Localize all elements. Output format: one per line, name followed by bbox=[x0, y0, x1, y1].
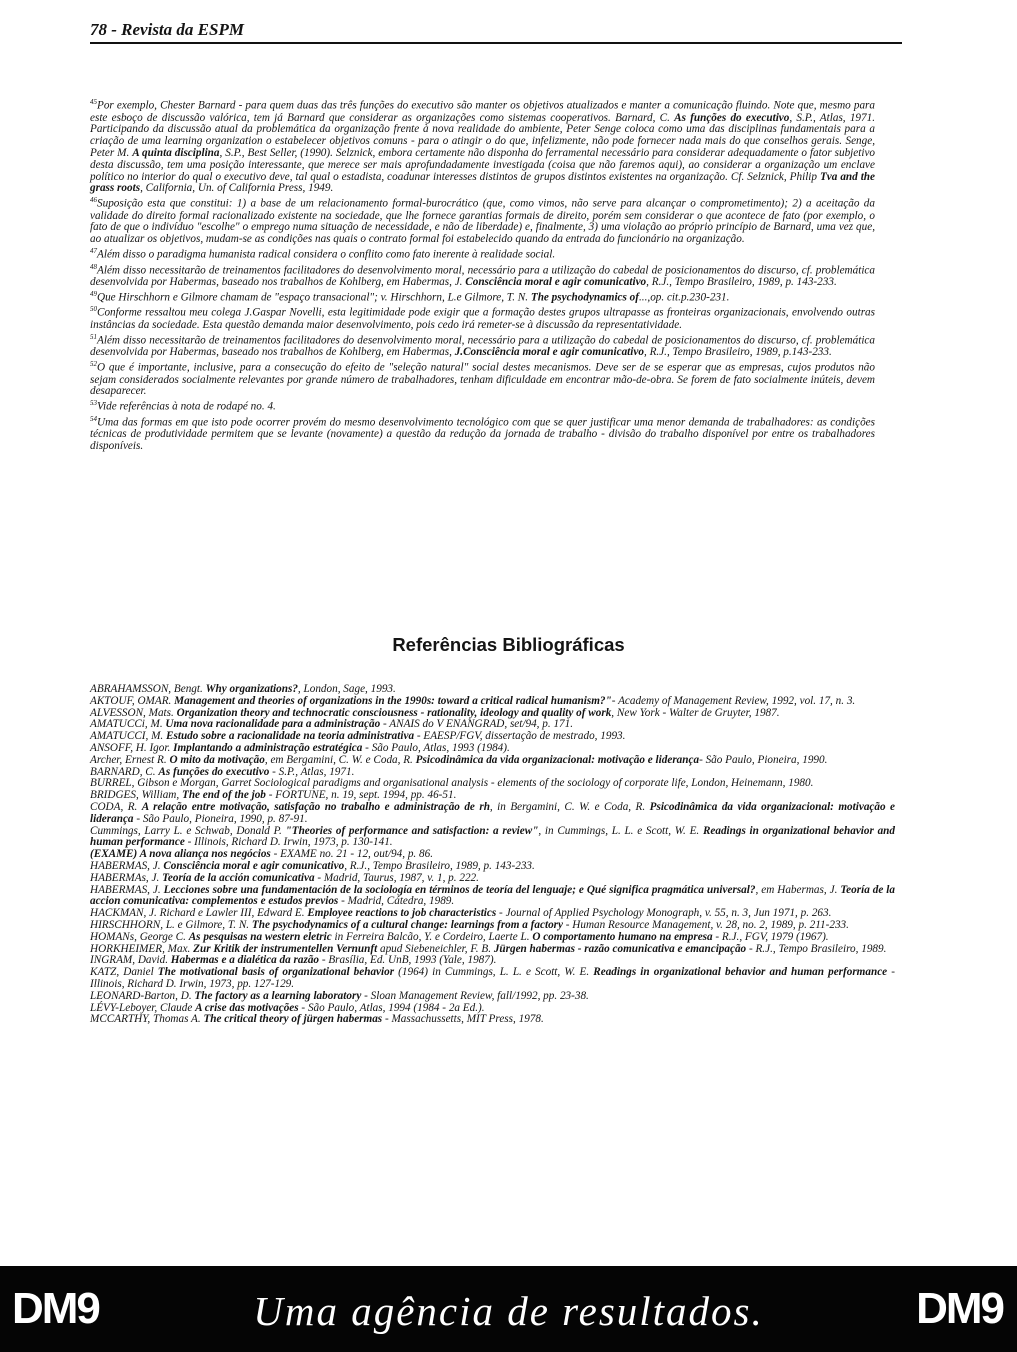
reference-entry: HACKMAN, J. Richard e Lawler III, Edward E. Employee reactions to job characteristics - Journal of Applied Psychology Monograph, v. 55, n. 3, Jun 1971, p. 263. bbox=[90, 907, 832, 920]
brand-logo-right: DM9 bbox=[916, 1284, 1003, 1333]
footnote: $^{50}$Conforme ressaltou meu colega J.Gaspar Novelli, esta legitimidade pode exigir que a formação destes grupos ultrapasse as fronteiras organizacionais, envolvendo outras instâncias da sociedade. Esta questão demanda maior desenvolvimento, pois cedo irá remeter-se à discussão da representatividade. bbox=[90, 305, 875, 331]
reference-entry: AMATUCCi, M. Uma nova racionalidade para a administração - ANAIS do V ENANGRAD, set/94, p. 171. bbox=[90, 718, 574, 731]
footnote: $^{49}$Que Hirschhorn e Gilmore chamam de "espaço transacional"; v. Hirschhorn, L.e Gilmore, T. N. The psychodynamics of...,op. cit.p.230-231. bbox=[90, 289, 730, 304]
reference-entry: BARNARD, C. As funções do executivo - S.P., Atlas, 1971. bbox=[90, 765, 355, 778]
banner-slogan: Uma agência de resultados. bbox=[253, 1288, 764, 1334]
advertisement-banner bbox=[0, 1266, 1017, 1352]
footnote: $^{52}$O que é importante, inclusive, para a consecução do efeito de "seleção natural" social destes mecanismos. Deve ser de se esperar que as empresas, cujos produtos não sejam considerados socialmente relevantes por grande número de trabalhadores, tenham dificuldade em encontrar mão-de-obra. Se forem de fato socialmente inúteis, devem desaparecer. bbox=[90, 360, 875, 398]
reference-entry: KATZ, Daniel The motivational basis of organizational behavior (1964) in Cummings, L. L. e Scott, W. E. Readings in organizational behavior and human performance - Illinois, Richard D. Irwin, 1973, pp. 127-129. bbox=[90, 966, 895, 990]
reference-entry: HOMANs, George C. As pesquisas na western eletric in Ferreira Balcão, Y. e Cordeiro, Laerte L. O comportamento humano na empresa - R.J., FGV, 1979 (1967). bbox=[90, 930, 829, 943]
footnote: $^{51}$Além disso necessitarão de treinamentos facilitadores do desenvolvimento moral, necessário para a utilização do cabedal de posicionamentos do discurso, cf. problemática desenvolvida por Habermas, baseado nos trabalhos de Kohlberg, em Habermas, J.Consciência moral e agir comunicativo, R.J., Tempo Brasileiro, 1989, p.143-233. bbox=[90, 332, 875, 359]
running-header: 78 - Revista da ESPM bbox=[90, 20, 244, 39]
page-header bbox=[90, 20, 902, 44]
reference-entry: HORKHEIMER, Max. Zur Kritik der instrumentellen Vernunft apud Siebeneichler, F. B. Jürgen habermas - razão comunicativa e emancipação - R.J., Tempo Brasileiro, 1989. bbox=[90, 942, 887, 955]
references-list bbox=[90, 684, 895, 1026]
reference-entry: LEONARD-Barton, D. The factory as a learning laboratory - Sloan Management Review, fall/1992, pp. 23-38. bbox=[90, 989, 589, 1002]
reference-entry: HIRSCHHORN, L. e Gilmore, T. N. The psychodynamics of a cultural change: learnings from a factory - Human Resource Management, v. 28, no. 2, 1989, p. 211-233. bbox=[90, 918, 849, 931]
footnote: $^{48}$Além disso necessitarão de treinamentos facilitadores do desenvolvimento moral, necessário para a utilização do cabedal de posicionamentos do discurso, cf. problemática desenvolvida por Habermas, baseado nos trabalhos de Kohlberg, em Habermas, J. Consciência moral e agir comunicativo, R.J., Tempo Brasileiro, 1989, p. 143-233. bbox=[90, 262, 875, 289]
reference-entry: HABERMAS, J. Lecciones sobre una fundamentación de la sociología en términos de teoría del lenguaje; e Qué significa pragmática universal?, em Habermas, J. Teoría de la accion comunicativa: complementos e estudos previos - Madrid, Cátedra, 1989. bbox=[90, 883, 895, 908]
reference-entry: AMATUCCI, M. Estudo sobre a racionalidade na teoria administrativa - EAESP/FGV, dissertação de mestrado, 1993. bbox=[90, 730, 626, 743]
reference-entry: ABRAHAMSSON, Bengt. Why organizations?, London, Sage, 1993. bbox=[90, 683, 396, 695]
reference-entry: Cummings, Larry L. e Schwab, Donald P. "Theories of performance and satisfaction: a review", in Cummings, L. L. e Scott, W. E. Readings in organizational behavior and human performance - Illinois, Richard D. Irwin, 1973, p. 130-141. bbox=[90, 824, 895, 849]
footnotes-block bbox=[90, 97, 875, 453]
reference-entry: HABERMAs, J. Teoría de la acción comunicativa - Madrid, Taurus, 1987, v. 1, p. 222. bbox=[90, 871, 479, 884]
reference-entry: LÉVY-Leboyer, Claude A crise das motivações - São Paulo, Atlas, 1994 (1984 - 2a Ed.). bbox=[90, 1001, 485, 1014]
footnote: $^{46}$Suposição esta que constitui: 1) a base de um relacionamento formal-burocrático (que, como vimos, não serve para alcançar o comprometimento); 2) a aceitação da validade do direito formal racionalizado existente na sociedade, que lhe fornece garantias formais de direito, porém sem considerar o que acontece de fato (por exemplo, o fato de que o indivíduo "escolhe" o emprego numa situação de necessidade, e não de liberdade) e, finalmente, 3) uma violação ao próprio princípio de Barnard, uma vez que, ao atualizar os objetivos, mudam-se as condições nas quais o contrato formal foi estabelecido quando da entrada do funcionário na organização. bbox=[90, 196, 875, 246]
reference-entry: CODA, R. A relação entre motivação, satisfação no trabalho e administração de rh, in Bergamini, C. W. e Coda, R. Psicodinâmica da vida organizacional: motivação e liderança - São Paulo, Pioneira, 1990, p. 87-91. bbox=[90, 800, 895, 825]
references-heading: Referências Bibliográficas bbox=[392, 634, 625, 655]
brand-logo-left: DM9 bbox=[12, 1284, 99, 1333]
footnote: $^{53}$Vide referências à nota de rodapé no. 4. bbox=[90, 399, 276, 413]
footnote: $^{54}$Uma das formas em que isto pode ocorrer provém do mesmo desenvolvimento tecnológico com que se quer justificar uma menor demanda de trabalhadores: as condições técnicas de produtividade permitem que se levante (novamente) a questão da redução da jornada de trabalho - divisão do trabalho disponível por entre os trabalhadores disponíveis. bbox=[90, 414, 875, 453]
footnote: $^{47}$Além disso o paradigma humanista radical considera o conflito como fato inerente à realidade social. bbox=[90, 247, 556, 261]
reference-entry: BURREL, Gibson e Morgan, Garret Sociological paradigms and organisational analysis - elements of the sociology of corporate life, London, Heinemann, 1980. bbox=[90, 777, 814, 790]
reference-entry: BRIDGES, William, The end of the job - FORTUNE, n. 19, sept. 1994, pp. 46-51. bbox=[90, 789, 457, 802]
reference-entry: MCCARTHY, Thomas A. The critical theory of jürgen habermas - Massachussetts, MIT Press, 1978. bbox=[90, 1013, 544, 1026]
reference-entry: ANSOFF, H. Igor. Implantando a administração estratégica - São Paulo, Atlas, 1993 (1984). bbox=[90, 741, 510, 754]
reference-entry: AKTOUF, OMAR. Management and theories of organizations in the 1990s: toward a critical radical humanism?"- Academy of Management Review, 1992, vol. 17, n. 3. bbox=[90, 694, 856, 707]
reference-entry: (EXAME) A nova aliança nos negócios - EXAME no. 21 - 12, out/94, p. 86. bbox=[90, 848, 433, 861]
reference-entry: HABERMAS, J. Consciência moral e agir comunicativo, R.J., Tempo Brasileiro, 1989, p. 143-233. bbox=[90, 859, 535, 872]
reference-entry: INGRAM, David. Habermas e a dialética da razão - Brasília, Ed. UnB, 1993 (Yale, 1987). bbox=[90, 954, 497, 967]
footnote: $^{45}$Por exemplo, Chester Barnard - para quem duas das três funções do executivo são manter os objetivos atualizados e manter a comunicação fluindo. Note que, mesmo para este esboço de discussão valórica, tem já Barnard que considerar as organizações como sistemas cooperativos. Barnard, C. As funções do executivo, S.P., Atlas, 1971. Participando da discussão atual da problemática da organização frente à nova realidade do ambiente, Peter Senge coloca como uma das disciplinas fundamentais para a criação de uma learning organization o estabelecer objetivos comuns - para o atingir o do que, infelizmente, não pode fornecer nada mais do que conselhos gerais. Senge, Peter M. A quinta disciplina, S.P., Best Seller, (1990). Selznick, embora certamente não disponha do ferramental necessário para considerar adequadamente o fator subjetivo desta discussão, tem uma posição interessante, que merece ser mais aprofundadamente investigada (coisa que não faremos aqui), ao considerar a organização um enclave político no interior do qual o executivo deve, tal qual o estadista, coadunar interesses distintos de grupos distintos existentes na organização. Cf. Selznick, Philip Tva and the grass roots, California, Un. of California Press, 1949. bbox=[90, 98, 876, 195]
reference-entry: Archer, Ernest R. O mito da motivação, em Bergamini, C. W. e Coda, R. Psicodinâmica da vida organizacional: motivação e liderança- São Paulo, Pioneira, 1990. bbox=[90, 753, 828, 766]
reference-entry: ALVESSON, Mats. Organization theory and technocratic consciousness - rationality, ideology and quality of work, New York - Walter de Gruyter, 1987. bbox=[90, 706, 780, 719]
